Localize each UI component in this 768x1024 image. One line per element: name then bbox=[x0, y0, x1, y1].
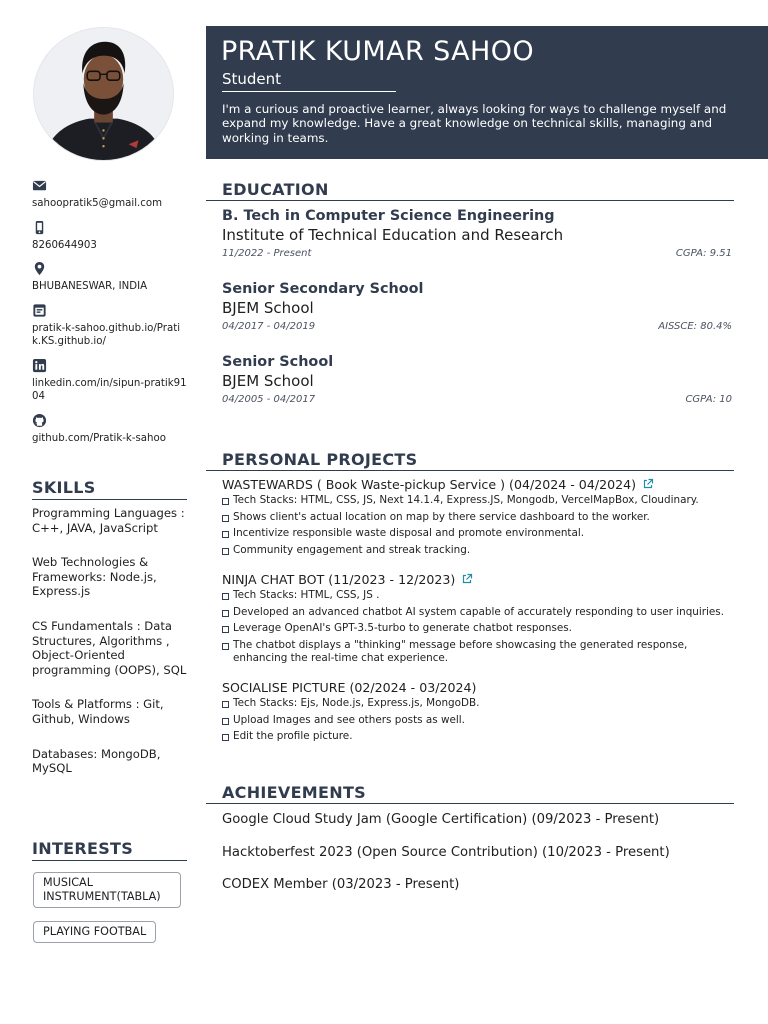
degree-title: Senior Secondary School bbox=[222, 281, 424, 297]
skill-item: Tools & Platforms : Git, Github, Windows bbox=[32, 697, 164, 726]
external-link-icon[interactable] bbox=[461, 573, 473, 585]
project-bullets bbox=[222, 494, 734, 557]
education-entry bbox=[222, 354, 732, 408]
candidate-role: Student bbox=[222, 70, 282, 88]
project-entry bbox=[222, 572, 734, 668]
education-grade: CGPA: 10 bbox=[685, 394, 732, 405]
project-title: WASTEWARDS ( Book Waste-pickup Service ) (04/2024 - 04/2024) bbox=[222, 477, 637, 492]
education-dates: 04/2005 - 04/2017 bbox=[222, 394, 316, 405]
projects-heading: PERSONAL PROJECTS bbox=[206, 450, 734, 471]
location-text: BHUBANESWAR, INDIA bbox=[32, 281, 148, 292]
website-icon bbox=[32, 303, 50, 318]
profile-summary: I'm a curious and proactive learner, always looking for ways to challenge myself and expand my knowledge. Have a great knowledge on technical skills, managing and working in teams. bbox=[222, 102, 727, 145]
skill-item: Databases: MongoDB, MySQL bbox=[32, 746, 161, 776]
project-title: SOCIALISE PICTURE (02/2024 - 03/2024) bbox=[222, 680, 477, 695]
education-meta bbox=[222, 248, 732, 262]
resume-header bbox=[206, 26, 768, 159]
institution-name: Institute of Technical Education and Research bbox=[222, 226, 564, 244]
github-icon bbox=[32, 413, 50, 428]
degree-title: B. Tech in Computer Science Engineering bbox=[222, 208, 555, 224]
github-link[interactable]: github.com/Pratik-k-sahoo bbox=[32, 432, 166, 444]
skills-list bbox=[32, 506, 190, 796]
project-bullet: Edit the profile picture. bbox=[222, 730, 734, 743]
project-title-row bbox=[222, 680, 734, 695]
role-underline bbox=[222, 91, 396, 92]
profile-photo bbox=[33, 27, 174, 161]
candidate-name: PRATIK KUMAR SAHOO bbox=[221, 36, 535, 67]
external-link-icon[interactable] bbox=[642, 478, 654, 490]
achievement-item: Hacktoberfest 2023 (Open Source Contribution) (10/2023 - Present) bbox=[222, 845, 670, 860]
skill-item: CS Fundamentals : Data Structures, Algorithms , Object-Oriented programming (OOPS), SQL bbox=[32, 618, 187, 677]
contact-github bbox=[32, 413, 188, 446]
project-bullet: Shows client's actual location on map by there service dashboard to the worker. bbox=[222, 511, 734, 524]
education-meta bbox=[222, 394, 732, 408]
project-bullet: Incentivize responsible waste disposal and promote environmental. bbox=[222, 527, 734, 540]
project-entry bbox=[222, 477, 734, 560]
phone-number[interactable]: 8260644903 bbox=[32, 239, 97, 251]
project-bullet: Upload Images and see others posts as well. bbox=[222, 714, 734, 727]
phone-icon bbox=[32, 220, 50, 235]
skill-item: Web Technologies & Frameworks: Node.js, Express.js bbox=[32, 555, 157, 599]
contact-website bbox=[32, 303, 188, 349]
education-grade: CGPA: 9.51 bbox=[675, 248, 732, 259]
project-title-row bbox=[222, 477, 734, 492]
education-grade: AISSCE: 80.4% bbox=[658, 321, 732, 332]
location-pin-icon bbox=[32, 261, 50, 276]
institution-name: BJEM School bbox=[222, 372, 314, 390]
project-bullet: Community engagement and streak tracking. bbox=[222, 544, 734, 557]
website-link[interactable]: pratik-k-sahoo.github.io/Pratik.KS.github.io/ bbox=[32, 322, 181, 347]
interest-tag: MUSICAL INSTRUMENT(TABLA) bbox=[33, 872, 181, 908]
envelope-icon bbox=[32, 178, 50, 193]
achievement-item: Google Cloud Study Jam (Google Certification) (09/2023 - Present) bbox=[222, 812, 660, 827]
contact-phone bbox=[32, 220, 188, 253]
project-bullet: Tech Stacks: HTML, CSS, JS, Next 14.1.4, Express.JS, Mongodb, VercelMapBox, Cloudinary. bbox=[222, 494, 734, 507]
project-title: NINJA CHAT BOT (11/2023 - 12/2023) bbox=[222, 572, 456, 587]
contact-list bbox=[32, 178, 188, 454]
education-heading: EDUCATION bbox=[206, 180, 734, 201]
project-bullet: Leverage OpenAI's GPT-3.5-turbo to generate chatbot responses. bbox=[222, 622, 734, 635]
skill-item: Programming Languages : C++, JAVA, JavaScript bbox=[32, 506, 185, 535]
skills-heading: SKILLS bbox=[32, 478, 187, 500]
project-title-row bbox=[222, 572, 734, 587]
project-bullet: Tech Stacks: HTML, CSS, JS . bbox=[222, 589, 734, 602]
project-bullet: The chatbot displays a "thinking" message before showcasing the generated response, enhancing the real-time chat experience. bbox=[222, 639, 734, 665]
education-dates: 11/2022 - Present bbox=[222, 248, 312, 259]
project-bullet: Tech Stacks: Ejs, Node.js, Express.js, MongoDB. bbox=[222, 697, 734, 710]
contact-email bbox=[32, 178, 188, 211]
achievements-heading: ACHIEVEMENTS bbox=[206, 783, 734, 804]
education-entry bbox=[222, 281, 732, 335]
profile-photo-illustration bbox=[34, 28, 173, 160]
project-bullet: Developed an advanced chatbot AI system capable of accurately responding to user inquiries. bbox=[222, 606, 734, 619]
linkedin-link[interactable]: linkedin.com/in/sipun-pratik9104 bbox=[32, 377, 187, 402]
project-bullets bbox=[222, 697, 734, 743]
education-meta bbox=[222, 321, 732, 335]
education-dates: 04/2017 - 04/2019 bbox=[222, 321, 316, 332]
project-entry bbox=[222, 680, 734, 747]
interests-heading: INTERESTS bbox=[32, 839, 187, 861]
achievement-item: CODEX Member (03/2023 - Present) bbox=[222, 877, 460, 892]
degree-title: Senior School bbox=[222, 354, 334, 370]
email-link[interactable]: sahoopratik5@gmail.com bbox=[32, 198, 163, 209]
institution-name: BJEM School bbox=[222, 299, 314, 317]
contact-location bbox=[32, 261, 188, 294]
project-bullets bbox=[222, 589, 734, 665]
interest-tag: PLAYING FOOTBAL bbox=[33, 921, 156, 943]
education-entry bbox=[222, 208, 732, 262]
contact-linkedin bbox=[32, 358, 188, 404]
linkedin-icon bbox=[32, 358, 50, 373]
